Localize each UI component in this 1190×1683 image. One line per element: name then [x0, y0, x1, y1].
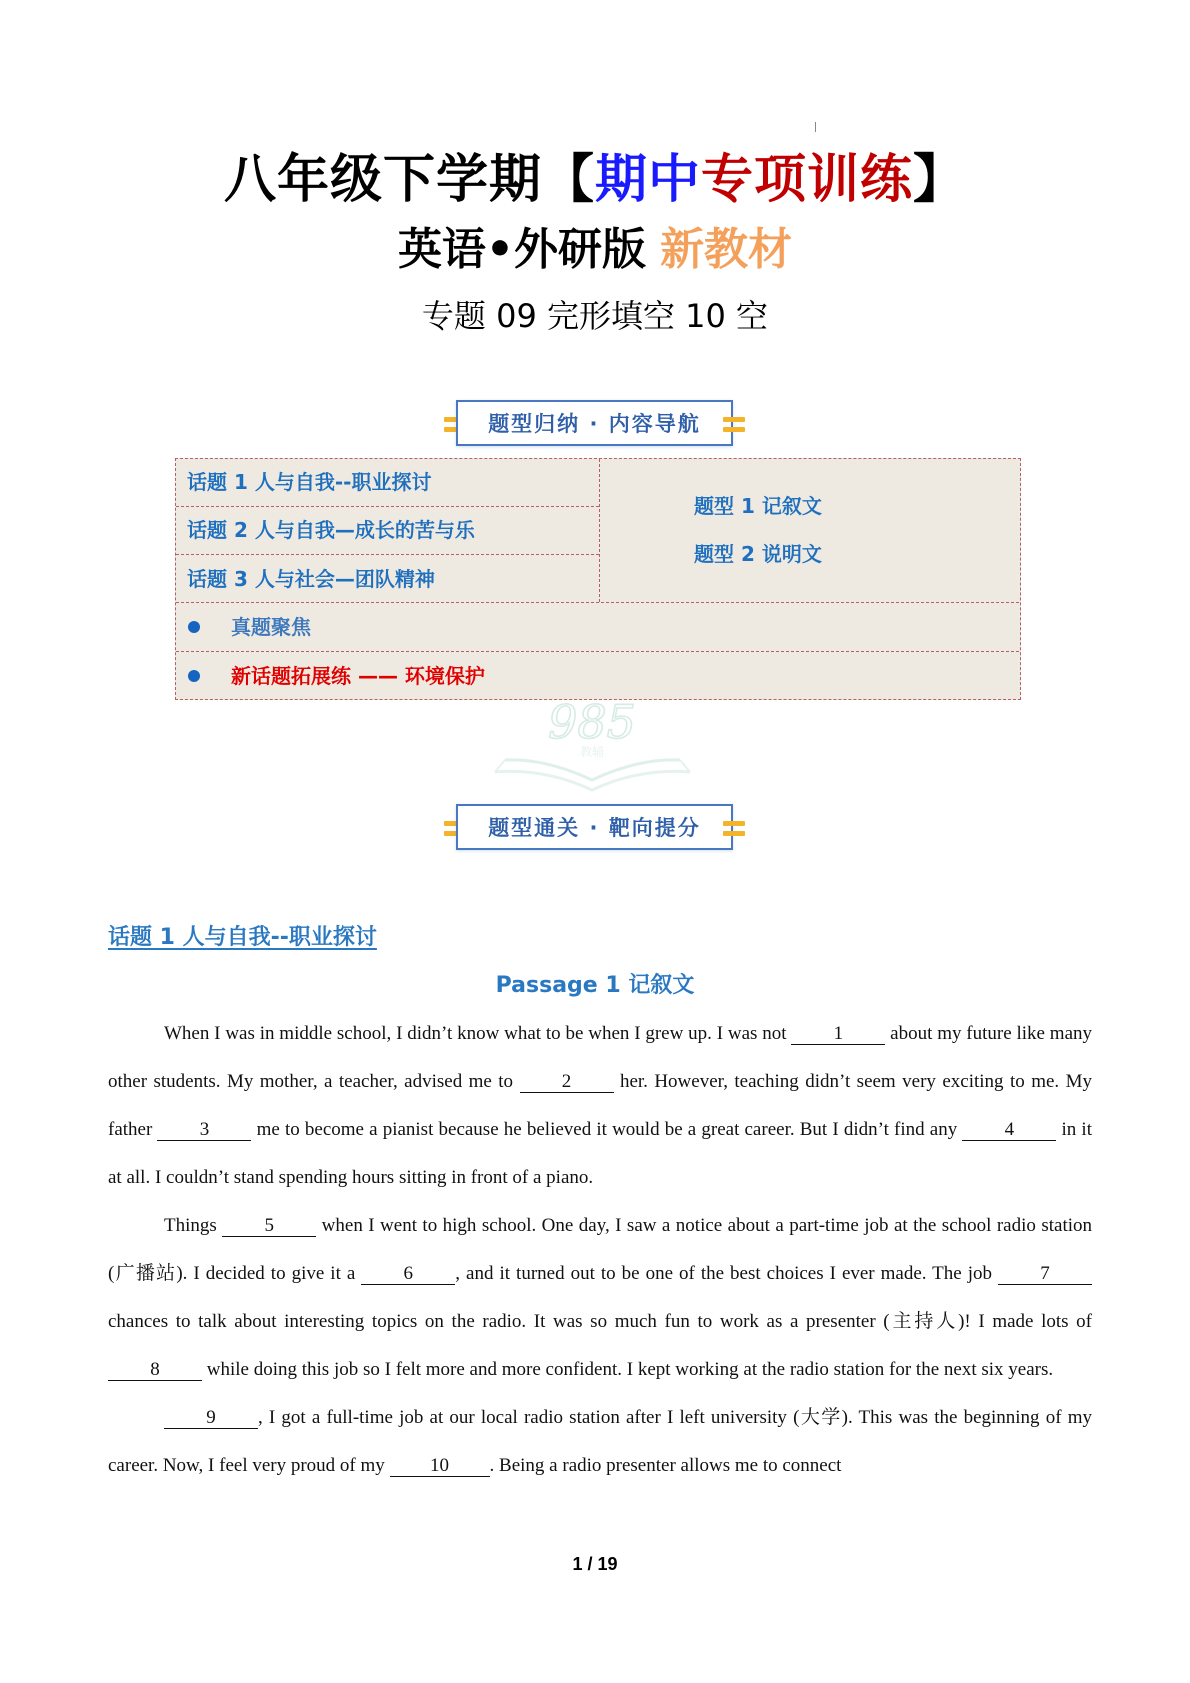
practice-header-box	[456, 804, 733, 850]
cloze-blank-1[interactable]: 1	[791, 1024, 885, 1045]
main-title-midterm: 期中	[594, 150, 701, 210]
sub-title-edition: 英语•外研版	[397, 224, 647, 275]
topic-title: 专题 09 完形填空 10 空	[421, 297, 769, 335]
watermark-logo	[485, 698, 700, 793]
content-nav-table	[175, 458, 1021, 700]
table-divider	[176, 651, 1019, 652]
sub-title	[0, 222, 1190, 278]
bullet-dot-icon	[188, 621, 200, 633]
nav-new-topic-practice[interactable]: 新话题拓展练 —— 环境保护	[231, 664, 485, 688]
table-divider	[176, 506, 599, 507]
svg-text:985: 985	[548, 698, 636, 749]
table-column-divider	[599, 459, 600, 602]
practice-header-label: 题型通关 · 靶向提分	[488, 816, 701, 840]
cloze-blank-3[interactable]: 3	[157, 1120, 251, 1141]
double-bar-icon	[723, 417, 745, 433]
nav-type-2[interactable]: 题型 2 说明文	[694, 542, 822, 566]
page-number: 1 / 19	[572, 1554, 618, 1574]
text-cursor-mark	[815, 122, 816, 132]
section-heading-link[interactable]: 话题 1 人与自我--职业探讨	[108, 925, 377, 950]
passage-title: Passage 1 记叙文	[495, 973, 695, 998]
passage-paragraph: 9 , I got a full-time job at our local radio station after I left university (大学). This was the beginning of my career. Now, I feel very proud of my 10 . Being a radio presenter allows me to connect	[108, 1407, 1092, 1476]
passage-body	[108, 1010, 1092, 1490]
nav-topic-2[interactable]: 话题 2 人与自我—成长的苦与乐	[187, 518, 475, 542]
cloze-blank-6[interactable]: 6	[361, 1264, 455, 1285]
main-title-suffix: 】	[913, 150, 967, 210]
cloze-blank-10[interactable]: 10	[390, 1456, 490, 1477]
nav-header-box	[456, 400, 733, 446]
cloze-blank-5[interactable]: 5	[222, 1216, 316, 1237]
passage-paragraph: Things 5 when I went to high school. One day, I saw a notice about a part-time job at the school radio station (广播站). I decided to give it a 6 , and it turned out to be one of the best choices I ever made. The job 7 chances to talk about interesting topics on the radio. It was so much fun to work as a presenter (主持人)! I made lots of 8 while doing this job so I felt more and more confident. I kept working at the radio station for the next six years.	[108, 1215, 1092, 1380]
cloze-blank-2[interactable]: 2	[520, 1072, 614, 1093]
cloze-blank-7[interactable]: 7	[998, 1264, 1092, 1285]
bullet-dot-icon	[188, 670, 200, 682]
nav-topic-1[interactable]: 话题 1 人与自我--职业探讨	[187, 470, 432, 494]
cloze-blank-8[interactable]: 8	[108, 1360, 202, 1381]
cloze-blank-4[interactable]: 4	[962, 1120, 1056, 1141]
nav-topic-3[interactable]: 话题 3 人与社会—团队精神	[187, 567, 435, 591]
main-title-training: 专项训练	[701, 150, 914, 210]
nav-type-1[interactable]: 题型 1 记叙文	[694, 494, 822, 518]
table-divider	[176, 602, 1019, 603]
table-divider	[176, 554, 599, 555]
nav-real-exam-focus[interactable]: 真题聚焦	[231, 615, 311, 639]
svg-text:教辅: 教辅	[579, 745, 605, 759]
main-title	[0, 148, 1190, 212]
main-title-prefix: 八年级下学期【	[223, 150, 595, 210]
open-book-icon	[485, 698, 700, 793]
double-bar-icon	[723, 821, 745, 837]
nav-header-label: 题型归纳 · 内容导航	[488, 412, 701, 436]
cloze-blank-9[interactable]: 9	[164, 1408, 258, 1429]
passage-paragraph: When I was in middle school, I didn’t know what to be when I grew up. I was not 1 about my future like many other students. My mother, a teacher, advised me to 2 her. However, teaching didn’t seem very exciting to me. My father 3 me to become a pianist because he believed it would be a great career. But I didn’t find any 4 in it at all. I couldn’t stand spending hours sitting in front of a piano.	[108, 1023, 1093, 1188]
sub-title-new-textbook: 新教材	[660, 224, 793, 275]
